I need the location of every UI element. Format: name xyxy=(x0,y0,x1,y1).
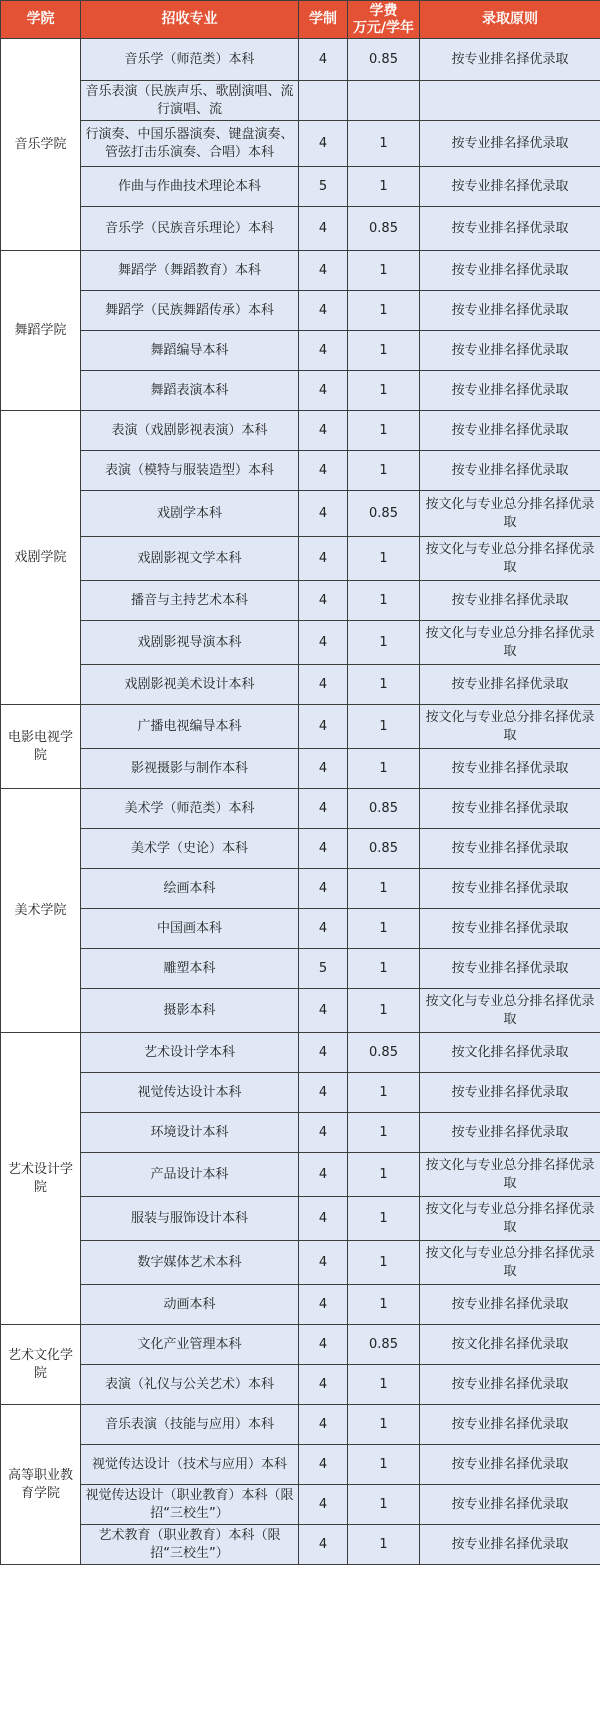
principle-cell: 按文化与专业总分排名择优录取 xyxy=(420,491,600,537)
fee-cell: 1 xyxy=(348,451,420,491)
table-row xyxy=(1,1241,600,1285)
years-cell: 4 xyxy=(299,1285,348,1325)
college-cell: 舞蹈学院 xyxy=(1,251,81,411)
fee-cell: 0.85 xyxy=(348,829,420,869)
fee-cell: 1 xyxy=(348,411,420,451)
header-row xyxy=(1,1,600,39)
major-cell: 舞蹈学（民族舞蹈传承）本科 xyxy=(81,291,299,331)
major-cell: 音乐学（师范类）本科 xyxy=(81,39,299,81)
fee-cell: 1 xyxy=(348,121,420,167)
principle-cell: 按文化与专业总分排名择优录取 xyxy=(420,705,600,749)
major-cell: 摄影本科 xyxy=(81,989,299,1033)
principle-cell: 按专业排名择优录取 xyxy=(420,207,600,251)
table-row xyxy=(1,1033,600,1073)
fee-cell: 1 xyxy=(348,1445,420,1485)
years-cell: 4 xyxy=(299,749,348,789)
fee-cell: 1 xyxy=(348,581,420,621)
college-cell: 艺术文化学院 xyxy=(1,1325,81,1405)
fee-cell: 1 xyxy=(348,1365,420,1405)
years-cell: 4 xyxy=(299,411,348,451)
major-cell: 艺术教育（职业教育）本科（限招“三校生”） xyxy=(81,1525,299,1565)
years-cell: 4 xyxy=(299,1153,348,1197)
fee-cell: 1 xyxy=(348,1197,420,1241)
major-cell: 舞蹈表演本科 xyxy=(81,371,299,411)
fee-cell: 0.85 xyxy=(348,39,420,81)
major-cell: 美术学（师范类）本科 xyxy=(81,789,299,829)
table-row xyxy=(1,1365,600,1405)
table-row xyxy=(1,167,600,207)
years-cell: 4 xyxy=(299,331,348,371)
principle-cell: 按专业排名择优录取 xyxy=(420,411,600,451)
major-cell: 数字媒体艺术本科 xyxy=(81,1241,299,1285)
fee-cell: 1 xyxy=(348,621,420,665)
table-row xyxy=(1,1325,600,1365)
years-cell: 4 xyxy=(299,207,348,251)
fee-cell: 1 xyxy=(348,869,420,909)
years-cell: 4 xyxy=(299,1241,348,1285)
fee-cell: 1 xyxy=(348,665,420,705)
fee-cell: 1 xyxy=(348,1405,420,1445)
table-row xyxy=(1,909,600,949)
header-major: 招收专业 xyxy=(81,1,299,39)
fee-cell: 1 xyxy=(348,371,420,411)
major-cell: 雕塑本科 xyxy=(81,949,299,989)
principle-cell: 按专业排名择优录取 xyxy=(420,665,600,705)
principle-cell: 按专业排名择优录取 xyxy=(420,1525,600,1565)
table-row xyxy=(1,1153,600,1197)
fee-cell: 0.85 xyxy=(348,207,420,251)
college-cell: 戏剧学院 xyxy=(1,411,81,705)
table-row xyxy=(1,121,600,167)
years-cell: 4 xyxy=(299,909,348,949)
principle-cell: 按文化与专业总分排名择优录取 xyxy=(420,989,600,1033)
fee-cell: 1 xyxy=(348,1153,420,1197)
major-cell: 影视摄影与制作本科 xyxy=(81,749,299,789)
table-row xyxy=(1,251,600,291)
fee-cell: 0.85 xyxy=(348,1033,420,1073)
fee-cell: 0.85 xyxy=(348,491,420,537)
years-cell: 4 xyxy=(299,1405,348,1445)
major-cell: 美术学（史论）本科 xyxy=(81,829,299,869)
table-row xyxy=(1,949,600,989)
years-cell: 4 xyxy=(299,789,348,829)
years-cell: 4 xyxy=(299,665,348,705)
fee-cell xyxy=(348,81,420,121)
fee-cell: 1 xyxy=(348,331,420,371)
major-cell: 动画本科 xyxy=(81,1285,299,1325)
years-cell: 4 xyxy=(299,1445,348,1485)
fee-cell: 1 xyxy=(348,1285,420,1325)
fee-cell: 1 xyxy=(348,167,420,207)
table-row xyxy=(1,291,600,331)
principle-cell: 按专业排名择优录取 xyxy=(420,121,600,167)
major-cell: 服装与服饰设计本科 xyxy=(81,1197,299,1241)
major-cell: 播音与主持艺术本科 xyxy=(81,581,299,621)
major-cell: 广播电视编导本科 xyxy=(81,705,299,749)
years-cell: 4 xyxy=(299,581,348,621)
major-cell: 音乐表演（民族声乐、歌剧演唱、流行演唱、流 xyxy=(81,81,299,121)
years-cell: 4 xyxy=(299,537,348,581)
years-cell: 4 xyxy=(299,371,348,411)
principle-cell: 按专业排名择优录取 xyxy=(420,291,600,331)
fee-cell: 1 xyxy=(348,291,420,331)
major-cell: 视觉传达设计（职业教育）本科（限招“三校生”） xyxy=(81,1485,299,1525)
table-row xyxy=(1,1525,600,1565)
major-cell: 中国画本科 xyxy=(81,909,299,949)
principle-cell: 按专业排名择优录取 xyxy=(420,581,600,621)
years-cell: 4 xyxy=(299,39,348,81)
years-cell: 5 xyxy=(299,949,348,989)
header-principle: 录取原则 xyxy=(420,1,600,39)
years-cell: 4 xyxy=(299,1113,348,1153)
years-cell: 4 xyxy=(299,1197,348,1241)
major-cell: 音乐表演（技能与应用）本科 xyxy=(81,1405,299,1445)
principle-cell: 按专业排名择优录取 xyxy=(420,789,600,829)
principle-cell: 按专业排名择优录取 xyxy=(420,167,600,207)
principle-cell: 按文化与专业总分排名择优录取 xyxy=(420,1241,600,1285)
table-row xyxy=(1,331,600,371)
table-row xyxy=(1,39,600,81)
years-cell: 4 xyxy=(299,491,348,537)
table-row xyxy=(1,665,600,705)
fee-cell: 1 xyxy=(348,705,420,749)
table-row xyxy=(1,1113,600,1153)
major-cell: 戏剧影视导演本科 xyxy=(81,621,299,665)
table-row xyxy=(1,1405,600,1445)
table-body xyxy=(1,39,600,1565)
fee-cell: 1 xyxy=(348,251,420,291)
principle-cell: 按专业排名择优录取 xyxy=(420,1365,600,1405)
principle-cell: 按专业排名择优录取 xyxy=(420,251,600,291)
principle-cell: 按专业排名择优录取 xyxy=(420,869,600,909)
years-cell: 4 xyxy=(299,1325,348,1365)
years-cell: 4 xyxy=(299,1365,348,1405)
years-cell: 4 xyxy=(299,451,348,491)
principle-cell: 按专业排名择优录取 xyxy=(420,371,600,411)
years-cell: 4 xyxy=(299,621,348,665)
header-years: 学制 xyxy=(299,1,348,39)
major-cell: 戏剧影视文学本科 xyxy=(81,537,299,581)
major-cell: 舞蹈学（舞蹈教育）本科 xyxy=(81,251,299,291)
principle-cell: 按专业排名择优录取 xyxy=(420,39,600,81)
years-cell: 4 xyxy=(299,121,348,167)
major-cell: 环境设计本科 xyxy=(81,1113,299,1153)
table-row xyxy=(1,207,600,251)
major-cell: 视觉传达设计（技术与应用）本科 xyxy=(81,1445,299,1485)
principle-cell: 按专业排名择优录取 xyxy=(420,1073,600,1113)
table-row xyxy=(1,81,600,121)
years-cell: 4 xyxy=(299,869,348,909)
table-row xyxy=(1,705,600,749)
college-cell: 美术学院 xyxy=(1,789,81,1033)
table-row xyxy=(1,411,600,451)
major-cell: 表演（戏剧影视表演）本科 xyxy=(81,411,299,451)
college-cell: 艺术设计学院 xyxy=(1,1033,81,1325)
fee-cell: 1 xyxy=(348,537,420,581)
fee-cell: 0.85 xyxy=(348,789,420,829)
major-cell: 艺术设计学本科 xyxy=(81,1033,299,1073)
years-cell xyxy=(299,81,348,121)
table-row xyxy=(1,789,600,829)
table-row xyxy=(1,1485,600,1525)
principle-cell: 按专业排名择优录取 xyxy=(420,1485,600,1525)
table-row xyxy=(1,621,600,665)
table-row xyxy=(1,869,600,909)
fee-cell: 1 xyxy=(348,1485,420,1525)
years-cell: 5 xyxy=(299,167,348,207)
table-row xyxy=(1,1197,600,1241)
principle-cell: 按专业排名择优录取 xyxy=(420,1445,600,1485)
table-row xyxy=(1,749,600,789)
principle-cell: 按文化排名择优录取 xyxy=(420,1033,600,1073)
major-cell: 音乐学（民族音乐理论）本科 xyxy=(81,207,299,251)
major-cell: 表演（礼仪与公关艺术）本科 xyxy=(81,1365,299,1405)
fee-cell: 1 xyxy=(348,1073,420,1113)
major-cell: 文化产业管理本科 xyxy=(81,1325,299,1365)
table-row xyxy=(1,1445,600,1485)
principle-cell: 按文化与专业总分排名择优录取 xyxy=(420,621,600,665)
major-cell: 戏剧学本科 xyxy=(81,491,299,537)
principle-cell: 按专业排名择优录取 xyxy=(420,331,600,371)
fee-cell: 1 xyxy=(348,1241,420,1285)
principle-cell: 按专业排名择优录取 xyxy=(420,829,600,869)
years-cell: 4 xyxy=(299,989,348,1033)
years-cell: 4 xyxy=(299,829,348,869)
years-cell: 4 xyxy=(299,251,348,291)
principle-cell: 按专业排名择优录取 xyxy=(420,1285,600,1325)
table-row xyxy=(1,1073,600,1113)
table-row xyxy=(1,989,600,1033)
table-row xyxy=(1,1285,600,1325)
table-row xyxy=(1,451,600,491)
major-cell: 视觉传达设计本科 xyxy=(81,1073,299,1113)
header-fee: 学费 万元/学年 xyxy=(348,1,420,39)
principle-cell: 按文化与专业总分排名择优录取 xyxy=(420,1153,600,1197)
major-cell: 表演（模特与服装造型）本科 xyxy=(81,451,299,491)
years-cell: 4 xyxy=(299,1485,348,1525)
college-cell: 电影电视学院 xyxy=(1,705,81,789)
years-cell: 4 xyxy=(299,705,348,749)
principle-cell: 按文化与专业总分排名择优录取 xyxy=(420,537,600,581)
principle-cell: 按专业排名择优录取 xyxy=(420,451,600,491)
fee-cell: 1 xyxy=(348,1525,420,1565)
fee-cell: 0.85 xyxy=(348,1325,420,1365)
years-cell: 4 xyxy=(299,1033,348,1073)
principle-cell: 按专业排名择优录取 xyxy=(420,749,600,789)
major-cell: 戏剧影视美术设计本科 xyxy=(81,665,299,705)
principle-cell xyxy=(420,81,600,121)
major-cell: 绘画本科 xyxy=(81,869,299,909)
major-cell: 舞蹈编导本科 xyxy=(81,331,299,371)
college-cell: 音乐学院 xyxy=(1,39,81,251)
principle-cell: 按专业排名择优录取 xyxy=(420,949,600,989)
table-row xyxy=(1,581,600,621)
header-college: 学院 xyxy=(1,1,81,39)
fee-cell: 1 xyxy=(348,949,420,989)
principle-cell: 按文化与专业总分排名择优录取 xyxy=(420,1197,600,1241)
years-cell: 4 xyxy=(299,1073,348,1113)
major-cell: 作曲与作曲技术理论本科 xyxy=(81,167,299,207)
years-cell: 4 xyxy=(299,291,348,331)
fee-cell: 1 xyxy=(348,989,420,1033)
fee-cell: 1 xyxy=(348,1113,420,1153)
major-cell: 行演奏、中国乐器演奏、键盘演奏、管弦打击乐演奏、合唱）本科 xyxy=(81,121,299,167)
principle-cell: 按文化排名择优录取 xyxy=(420,1325,600,1365)
table-row xyxy=(1,537,600,581)
table-row xyxy=(1,371,600,411)
major-cell: 产品设计本科 xyxy=(81,1153,299,1197)
principle-cell: 按专业排名择优录取 xyxy=(420,1405,600,1445)
principle-cell: 按专业排名择优录取 xyxy=(420,909,600,949)
years-cell: 4 xyxy=(299,1525,348,1565)
fee-cell: 1 xyxy=(348,909,420,949)
table-row xyxy=(1,829,600,869)
table-row xyxy=(1,491,600,537)
fee-cell: 1 xyxy=(348,749,420,789)
principle-cell: 按专业排名择优录取 xyxy=(420,1113,600,1153)
college-cell: 高等职业教育学院 xyxy=(1,1405,81,1565)
